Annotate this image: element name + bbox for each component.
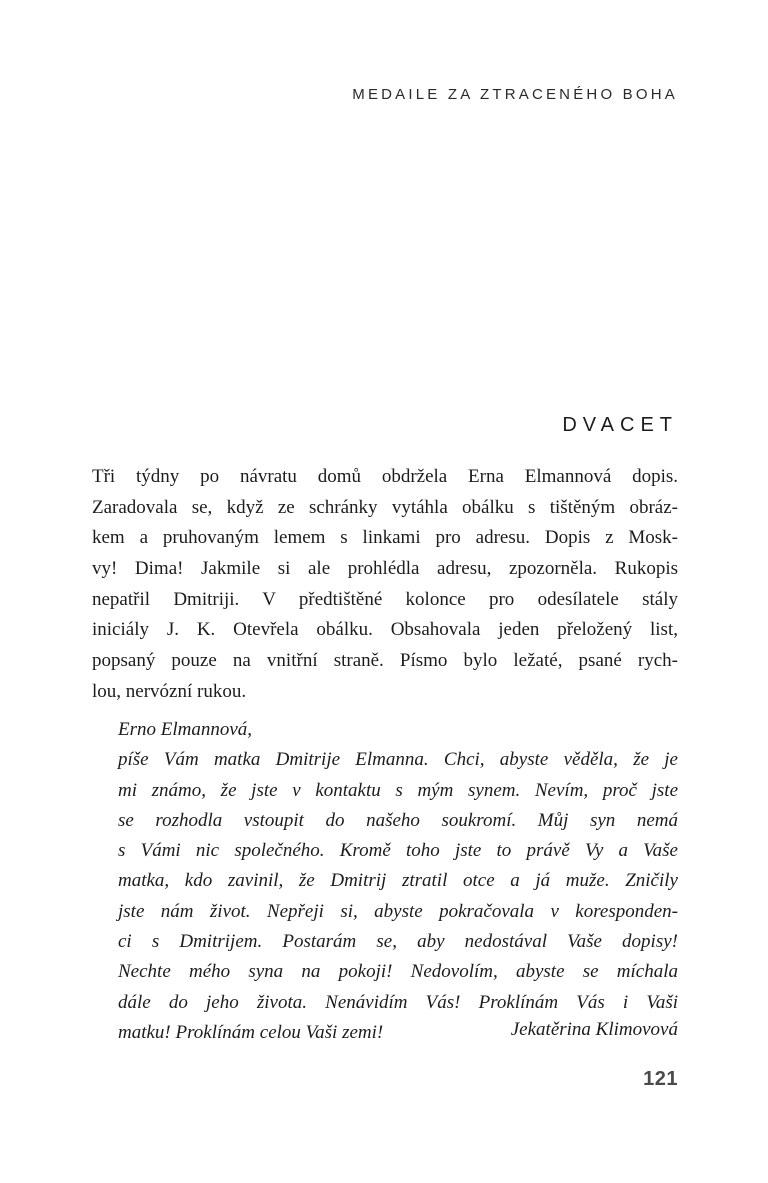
letter-line: mi známo, že jste v kontaktu s mým synem. Nevím, proč jste: [118, 779, 678, 801]
letter-line: matka, kdo zavinil, že Dmitrij ztratil otce a já muže. Zničily: [118, 870, 678, 892]
letter-salutation: Erno Elmannová,: [118, 719, 253, 740]
letter-line: se rozhodla vstoupit do našeho soukromí. Můj syn nemá: [118, 809, 678, 831]
paragraph-line: nepatřil Dmitriji. V předtištěné kolonce pro odesílatele stály: [92, 588, 678, 610]
letter-line: jste nám život. Nepřeji si, abyste pokračovala v koresponden-: [118, 900, 678, 922]
letter-line: Nechte mého syna na pokoji! Nedovolím, abyste se míchala: [118, 961, 678, 983]
paragraph-line: lou, nervózní rukou.: [92, 680, 247, 702]
letter-line: s Vámi nic společného. Kromě toho jste to právě Vy a Vaše: [118, 840, 678, 862]
letter-signature: Jekatěrina Klimovová: [510, 1019, 678, 1040]
letter-line: dále do jeho života. Nenávidím Vás! Proklínám Vás i Vaši: [118, 991, 678, 1013]
letter-line: píše Vám matka Dmitrije Elmanna. Chci, abyste věděla, že je: [118, 749, 678, 771]
paragraph-line: Zaradovala se, když ze schránky vytáhla obálku s tištěným obráz-: [92, 496, 678, 518]
paragraph-line: Tři týdny po návratu domů obdržela Erna Elmannová dopis.: [92, 466, 678, 487]
quoted-letter: [118, 715, 678, 1048]
paragraph-line: kem a pruhovaným lemem s linkami pro adresu. Dopis z Mosk-: [92, 527, 678, 549]
letter-line: matku! Proklínám celou Vaši zemi!: [118, 1021, 384, 1043]
paragraph-line: vy! Dima! Jakmile si ale prohlédla adresu, zpozorněla. Rukopis: [92, 558, 678, 580]
chapter-title: DVACET: [562, 414, 678, 436]
paragraph-line: popsaný pouze na vnitřní straně. Písmo bylo ležaté, psané rych-: [92, 650, 678, 672]
letter-line: ci s Dmitrijem. Postarám se, aby nedostával Vaše dopisy!: [118, 931, 678, 953]
body-paragraph: [92, 462, 678, 708]
running-head: MEDAILE ZA ZTRACENÉHO BOHA: [352, 86, 678, 103]
page-number: 121: [643, 1068, 678, 1090]
paragraph-line: iniciály J. K. Otevřela obálku. Obsahovala jeden přeložený list,: [92, 619, 678, 641]
